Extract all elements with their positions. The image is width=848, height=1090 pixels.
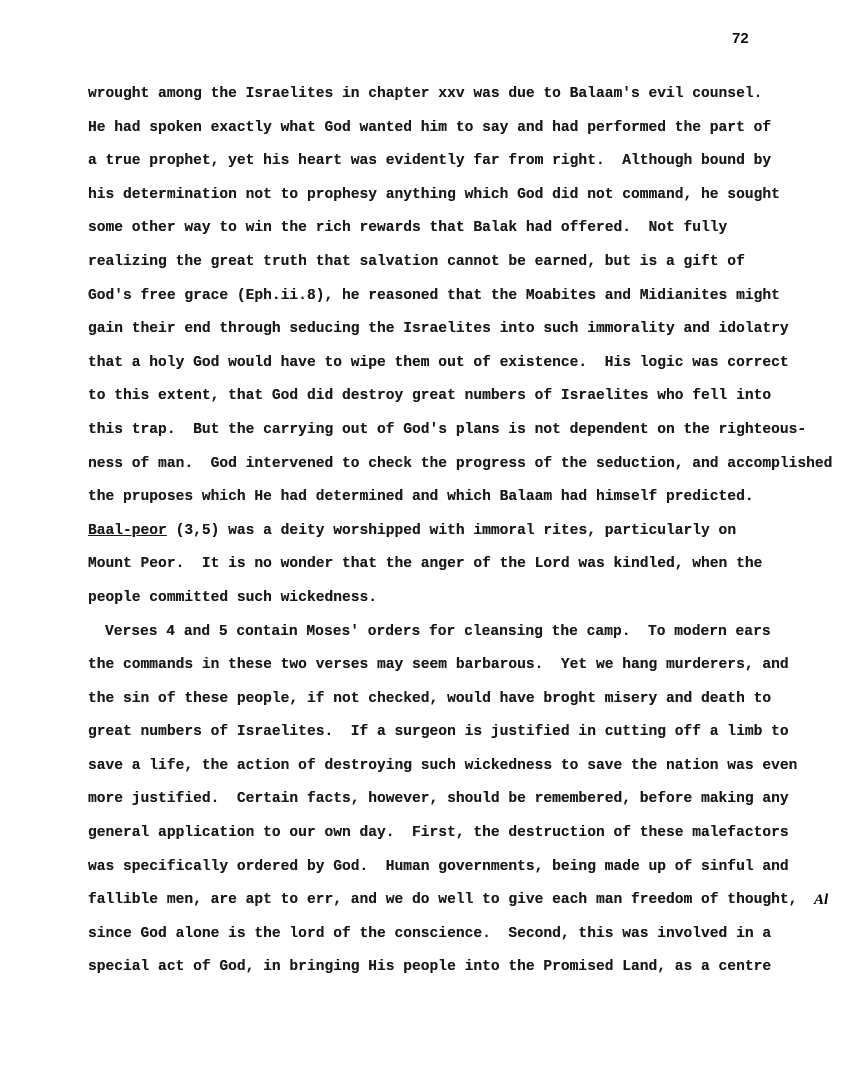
text-line: this trap. But the carrying out of God's plans is not dependent on the righteous- <box>88 421 807 438</box>
paragraph-start-line: Verses 4 and 5 contain Moses' orders for cleansing the camp. To modern ears <box>105 623 771 640</box>
text-line: his determination not to prophesy anything which God did not command, he sought <box>88 186 780 203</box>
text-line: general application to our own day. First, the destruction of these malefactors <box>88 825 789 842</box>
text-line-rest: (3,5) was a deity worshipped with immoral rites, particularly on <box>166 522 737 539</box>
text-line: great numbers of Israelites. If a surgeon is justified in cutting off a limb to <box>88 724 789 741</box>
text-line: to this extent, that God did destroy great numbers of Israelites who fell into <box>88 388 772 405</box>
text-line: wrought among the Israelites in chapter xxv was due to Balaam's evil counsel. <box>88 86 763 102</box>
underlined-term: Baal-peor <box>88 522 167 539</box>
text-line: ness of man. God intervened to check the progress of the seduction, and accomplished <box>88 455 833 472</box>
page-number: 72 <box>732 30 749 47</box>
text-line: He had spoken exactly what God wanted him to say and had performed the part of <box>88 119 772 136</box>
text-line: was specifically ordered by God. Human governments, being made up of sinful and <box>88 858 789 875</box>
text-line: more justified. Certain facts, however, should be remembered, before making any <box>88 791 789 808</box>
text-line: a true prophet, yet his heart was evidently far from right. Although bound by <box>88 153 772 170</box>
text-line: save a life, the action of destroying such wickedness to save the nation was even <box>88 757 798 774</box>
document-body <box>88 78 832 985</box>
text-line: fallible men, are apt to err, and we do well to give each man freedom of thought, <box>88 892 798 909</box>
handwritten-margin-mark: Al <box>814 892 829 908</box>
text-line: the pruposes which He had determined and which Balaam had himself predicted. <box>88 489 754 506</box>
text-line-baal-peor <box>88 515 832 549</box>
text-line: gain their end through seducing the Israelites into such immorality and idolatry <box>88 321 789 338</box>
text-line: special act of God, in bringing His people into the Promised Land, as a centre <box>88 959 772 976</box>
text-line: people committed such wickedness. <box>88 589 378 606</box>
text-line: that a holy God would have to wipe them out of existence. His logic was correct <box>88 354 789 371</box>
text-line: some other way to win the rich rewards that Balak had offered. Not fully <box>88 220 728 237</box>
text-line: the commands in these two verses may seem barbarous. Yet we hang murderers, and <box>88 657 789 674</box>
text-line: realizing the great truth that salvation cannot be earned, but is a gift of <box>88 253 745 270</box>
text-line: God's free grace (Eph.ii.8), he reasoned that the Moabites and Midianites might <box>88 287 780 304</box>
text-line: the sin of these people, if not checked, would have broght misery and death to <box>88 690 772 707</box>
text-line: Mount Peor. It is no wonder that the anger of the Lord was kindled, when the <box>88 556 763 573</box>
text-line: since God alone is the lord of the conscience. Second, this was involved in a <box>88 925 772 942</box>
